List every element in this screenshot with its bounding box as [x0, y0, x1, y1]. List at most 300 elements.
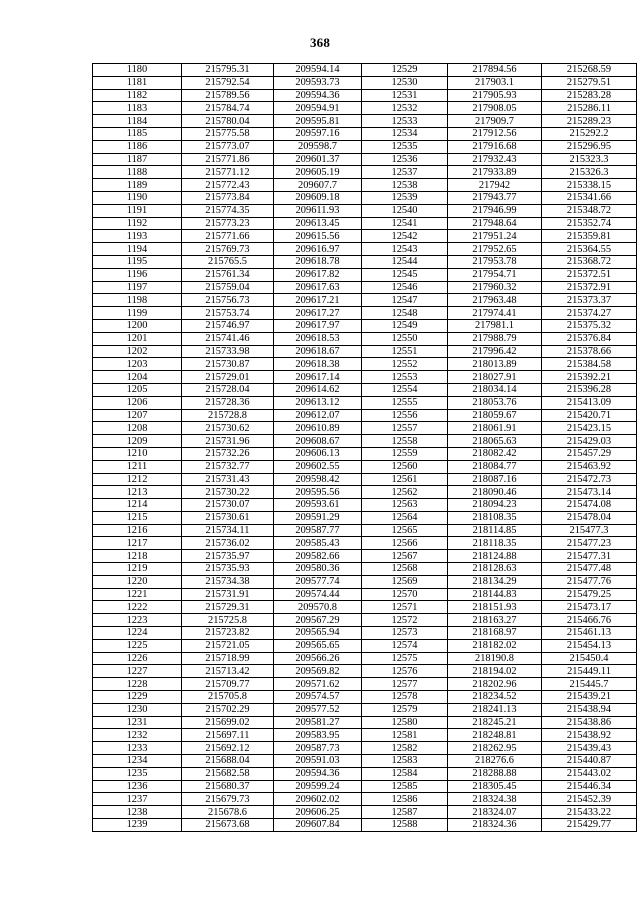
- y-coordinate-left-cell: 209587.77: [274, 524, 362, 537]
- table-row: [93, 243, 637, 256]
- y-coordinate-left-cell: 209607.84: [274, 819, 362, 832]
- point-id-left-cell: 1205: [93, 383, 182, 396]
- point-id-left-cell: 1238: [93, 806, 182, 819]
- y-coordinate-left-cell: 209602.55: [274, 460, 362, 473]
- y-coordinate-right-cell: 215433.22: [542, 806, 637, 819]
- x-coordinate-left-cell: 215733.98: [182, 345, 274, 358]
- table-row: [93, 729, 637, 742]
- point-id-right-cell: 12583: [362, 755, 448, 768]
- x-coordinate-left-cell: 215734.38: [182, 575, 274, 588]
- x-coordinate-right-cell: 218163.27: [448, 614, 542, 627]
- point-id-right-cell: 12531: [362, 89, 448, 102]
- point-id-left-cell: 1190: [93, 191, 182, 204]
- y-coordinate-right-cell: 215373.37: [542, 294, 637, 307]
- x-coordinate-right-cell: 218248.81: [448, 729, 542, 742]
- point-id-right-cell: 12562: [362, 486, 448, 499]
- table-row: [93, 422, 637, 435]
- point-id-left-cell: 1199: [93, 307, 182, 320]
- point-id-right-cell: 12534: [362, 127, 448, 140]
- point-id-right-cell: 12566: [362, 537, 448, 550]
- x-coordinate-left-cell: 215784.74: [182, 102, 274, 115]
- y-coordinate-right-cell: 215477.23: [542, 537, 637, 550]
- point-id-left-cell: 1194: [93, 243, 182, 256]
- point-id-right-cell: 12554: [362, 383, 448, 396]
- y-coordinate-right-cell: 215376.84: [542, 332, 637, 345]
- table-row: [93, 652, 637, 665]
- y-coordinate-left-cell: 209593.61: [274, 499, 362, 512]
- y-coordinate-right-cell: 215461.13: [542, 627, 637, 640]
- point-id-right-cell: 12579: [362, 703, 448, 716]
- point-id-left-cell: 1236: [93, 780, 182, 793]
- y-coordinate-right-cell: 215286.11: [542, 102, 637, 115]
- x-coordinate-left-cell: 215680.37: [182, 780, 274, 793]
- x-coordinate-left-cell: 215735.93: [182, 563, 274, 576]
- point-id-left-cell: 1189: [93, 179, 182, 192]
- table-row: [93, 127, 637, 140]
- point-id-left-cell: 1237: [93, 793, 182, 806]
- x-coordinate-left-cell: 215773.23: [182, 217, 274, 230]
- x-coordinate-left-cell: 215730.07: [182, 499, 274, 512]
- table-row: [93, 191, 637, 204]
- x-coordinate-left-cell: 215759.04: [182, 281, 274, 294]
- table-row: [93, 703, 637, 716]
- point-id-left-cell: 1221: [93, 588, 182, 601]
- y-coordinate-left-cell: 209605.19: [274, 166, 362, 179]
- x-coordinate-left-cell: 215713.42: [182, 665, 274, 678]
- point-id-left-cell: 1198: [93, 294, 182, 307]
- point-id-right-cell: 12539: [362, 191, 448, 204]
- y-coordinate-right-cell: 215323.3: [542, 153, 637, 166]
- table-row: [93, 524, 637, 537]
- table-row: [93, 396, 637, 409]
- y-coordinate-right-cell: 215429.03: [542, 435, 637, 448]
- table-row: [93, 678, 637, 691]
- y-coordinate-left-cell: 209618.38: [274, 358, 362, 371]
- x-coordinate-left-cell: 215723.82: [182, 627, 274, 640]
- point-id-right-cell: 12567: [362, 550, 448, 563]
- y-coordinate-left-cell: 209617.21: [274, 294, 362, 307]
- x-coordinate-right-cell: 218090.46: [448, 486, 542, 499]
- y-coordinate-left-cell: 209618.67: [274, 345, 362, 358]
- point-id-left-cell: 1192: [93, 217, 182, 230]
- x-coordinate-right-cell: 217908.05: [448, 102, 542, 115]
- x-coordinate-right-cell: 218118.35: [448, 537, 542, 550]
- y-coordinate-left-cell: 209601.37: [274, 153, 362, 166]
- point-id-left-cell: 1185: [93, 127, 182, 140]
- x-coordinate-right-cell: 218168.97: [448, 627, 542, 640]
- y-coordinate-left-cell: 209595.81: [274, 115, 362, 128]
- x-coordinate-right-cell: 217960.32: [448, 281, 542, 294]
- x-coordinate-right-cell: 218082.42: [448, 447, 542, 460]
- point-id-right-cell: 12550: [362, 332, 448, 345]
- y-coordinate-left-cell: 209616.97: [274, 243, 362, 256]
- x-coordinate-left-cell: 215775.58: [182, 127, 274, 140]
- x-coordinate-right-cell: 218084.77: [448, 460, 542, 473]
- x-coordinate-right-cell: 218305.45: [448, 780, 542, 793]
- y-coordinate-left-cell: 209618.78: [274, 255, 362, 268]
- x-coordinate-left-cell: 215756.73: [182, 294, 274, 307]
- x-coordinate-right-cell: 217974.41: [448, 307, 542, 320]
- point-id-right-cell: 12536: [362, 153, 448, 166]
- x-coordinate-right-cell: 217933.89: [448, 166, 542, 179]
- x-coordinate-right-cell: 218288.88: [448, 767, 542, 780]
- y-coordinate-left-cell: 209612.07: [274, 409, 362, 422]
- coordinates-table: [92, 63, 637, 832]
- point-id-right-cell: 12551: [362, 345, 448, 358]
- table-row: [93, 627, 637, 640]
- table-row: [93, 575, 637, 588]
- x-coordinate-left-cell: 215702.29: [182, 703, 274, 716]
- y-coordinate-right-cell: 215372.91: [542, 281, 637, 294]
- table-row: [93, 153, 637, 166]
- point-id-left-cell: 1231: [93, 716, 182, 729]
- x-coordinate-left-cell: 215741.46: [182, 332, 274, 345]
- y-coordinate-right-cell: 215472.73: [542, 473, 637, 486]
- x-coordinate-left-cell: 215736.02: [182, 537, 274, 550]
- y-coordinate-right-cell: 215439.43: [542, 742, 637, 755]
- y-coordinate-right-cell: 215372.51: [542, 268, 637, 281]
- y-coordinate-left-cell: 209574.44: [274, 588, 362, 601]
- x-coordinate-right-cell: 218087.16: [448, 473, 542, 486]
- point-id-right-cell: 12553: [362, 371, 448, 384]
- point-id-right-cell: 12557: [362, 422, 448, 435]
- y-coordinate-right-cell: 215375.32: [542, 319, 637, 332]
- point-id-right-cell: 12584: [362, 767, 448, 780]
- y-coordinate-right-cell: 215454.13: [542, 639, 637, 652]
- x-coordinate-right-cell: 218234.52: [448, 691, 542, 704]
- point-id-right-cell: 12582: [362, 742, 448, 755]
- x-coordinate-right-cell: 217996.42: [448, 345, 542, 358]
- point-id-right-cell: 12580: [362, 716, 448, 729]
- point-id-left-cell: 1234: [93, 755, 182, 768]
- x-coordinate-left-cell: 215682.58: [182, 767, 274, 780]
- x-coordinate-left-cell: 215725.8: [182, 614, 274, 627]
- x-coordinate-left-cell: 215731.43: [182, 473, 274, 486]
- table-row: [93, 499, 637, 512]
- y-coordinate-left-cell: 209570.8: [274, 601, 362, 614]
- point-id-right-cell: 12543: [362, 243, 448, 256]
- point-id-right-cell: 12572: [362, 614, 448, 627]
- y-coordinate-right-cell: 215326.3: [542, 166, 637, 179]
- y-coordinate-right-cell: 215364.55: [542, 243, 637, 256]
- x-coordinate-right-cell: 217942: [448, 179, 542, 192]
- x-coordinate-left-cell: 215697.11: [182, 729, 274, 742]
- point-id-left-cell: 1182: [93, 89, 182, 102]
- x-coordinate-right-cell: 217943.77: [448, 191, 542, 204]
- point-id-left-cell: 1235: [93, 767, 182, 780]
- point-id-right-cell: 12558: [362, 435, 448, 448]
- x-coordinate-left-cell: 215730.87: [182, 358, 274, 371]
- y-coordinate-right-cell: 215443.02: [542, 767, 637, 780]
- point-id-left-cell: 1210: [93, 447, 182, 460]
- y-coordinate-right-cell: 215341.66: [542, 191, 637, 204]
- table-row: [93, 639, 637, 652]
- x-coordinate-left-cell: 215730.62: [182, 422, 274, 435]
- x-coordinate-right-cell: 217951.24: [448, 230, 542, 243]
- point-id-left-cell: 1229: [93, 691, 182, 704]
- point-id-left-cell: 1180: [93, 64, 182, 77]
- point-id-left-cell: 1223: [93, 614, 182, 627]
- y-coordinate-left-cell: 209594.14: [274, 64, 362, 77]
- point-id-right-cell: 12555: [362, 396, 448, 409]
- x-coordinate-right-cell: 217916.68: [448, 140, 542, 153]
- x-coordinate-left-cell: 215769.73: [182, 243, 274, 256]
- x-coordinate-right-cell: 218262.95: [448, 742, 542, 755]
- table-row: [93, 204, 637, 217]
- table-row: [93, 230, 637, 243]
- table-row: [93, 563, 637, 576]
- point-id-left-cell: 1214: [93, 499, 182, 512]
- y-coordinate-left-cell: 209581.27: [274, 716, 362, 729]
- x-coordinate-left-cell: 215771.12: [182, 166, 274, 179]
- y-coordinate-right-cell: 215338.15: [542, 179, 637, 192]
- y-coordinate-right-cell: 215473.14: [542, 486, 637, 499]
- point-id-right-cell: 12565: [362, 524, 448, 537]
- x-coordinate-right-cell: 217981.1: [448, 319, 542, 332]
- point-id-right-cell: 12546: [362, 281, 448, 294]
- table-row: [93, 102, 637, 115]
- x-coordinate-left-cell: 215673.68: [182, 819, 274, 832]
- y-coordinate-left-cell: 209583.95: [274, 729, 362, 742]
- point-id-right-cell: 12537: [362, 166, 448, 179]
- x-coordinate-left-cell: 215780.04: [182, 115, 274, 128]
- x-coordinate-right-cell: 217912.56: [448, 127, 542, 140]
- y-coordinate-right-cell: 215438.86: [542, 716, 637, 729]
- y-coordinate-left-cell: 209582.66: [274, 550, 362, 563]
- x-coordinate-right-cell: 217953.78: [448, 255, 542, 268]
- x-coordinate-left-cell: 215730.61: [182, 511, 274, 524]
- y-coordinate-left-cell: 209617.82: [274, 268, 362, 281]
- x-coordinate-left-cell: 215772.43: [182, 179, 274, 192]
- y-coordinate-left-cell: 209567.29: [274, 614, 362, 627]
- table-row: [93, 358, 637, 371]
- x-coordinate-left-cell: 215718.99: [182, 652, 274, 665]
- y-coordinate-left-cell: 209606.25: [274, 806, 362, 819]
- table-row: [93, 819, 637, 832]
- y-coordinate-left-cell: 209608.67: [274, 435, 362, 448]
- point-id-left-cell: 1204: [93, 371, 182, 384]
- x-coordinate-right-cell: 218034.14: [448, 383, 542, 396]
- x-coordinate-left-cell: 215692.12: [182, 742, 274, 755]
- table-row: [93, 409, 637, 422]
- point-id-right-cell: 12560: [362, 460, 448, 473]
- x-coordinate-left-cell: 215729.01: [182, 371, 274, 384]
- x-coordinate-left-cell: 215728.8: [182, 409, 274, 422]
- point-id-left-cell: 1217: [93, 537, 182, 550]
- table-row: [93, 383, 637, 396]
- y-coordinate-left-cell: 209594.36: [274, 89, 362, 102]
- point-id-right-cell: 12556: [362, 409, 448, 422]
- point-id-left-cell: 1211: [93, 460, 182, 473]
- point-id-right-cell: 12541: [362, 217, 448, 230]
- point-id-left-cell: 1233: [93, 742, 182, 755]
- x-coordinate-right-cell: 218124.88: [448, 550, 542, 563]
- point-id-left-cell: 1230: [93, 703, 182, 716]
- y-coordinate-right-cell: 215477.76: [542, 575, 637, 588]
- table-row: [93, 716, 637, 729]
- x-coordinate-left-cell: 215765.5: [182, 255, 274, 268]
- x-coordinate-left-cell: 215761.34: [182, 268, 274, 281]
- y-coordinate-right-cell: 215438.94: [542, 703, 637, 716]
- x-coordinate-right-cell: 218276.6: [448, 755, 542, 768]
- x-coordinate-left-cell: 215771.86: [182, 153, 274, 166]
- y-coordinate-right-cell: 215374.27: [542, 307, 637, 320]
- x-coordinate-right-cell: 218324.38: [448, 793, 542, 806]
- x-coordinate-right-cell: 217932.43: [448, 153, 542, 166]
- table-row: [93, 345, 637, 358]
- y-coordinate-right-cell: 215445.7: [542, 678, 637, 691]
- table-row: [93, 601, 637, 614]
- point-id-left-cell: 1181: [93, 76, 182, 89]
- x-coordinate-right-cell: 218061.91: [448, 422, 542, 435]
- point-id-left-cell: 1232: [93, 729, 182, 742]
- table-row: [93, 281, 637, 294]
- y-coordinate-left-cell: 209580.36: [274, 563, 362, 576]
- x-coordinate-left-cell: 215679.73: [182, 793, 274, 806]
- y-coordinate-left-cell: 209598.42: [274, 473, 362, 486]
- point-id-right-cell: 12538: [362, 179, 448, 192]
- x-coordinate-left-cell: 215731.96: [182, 435, 274, 448]
- point-id-left-cell: 1196: [93, 268, 182, 281]
- x-coordinate-right-cell: 218053.76: [448, 396, 542, 409]
- y-coordinate-right-cell: 215268.59: [542, 64, 637, 77]
- x-coordinate-right-cell: 217954.71: [448, 268, 542, 281]
- x-coordinate-right-cell: 217988.79: [448, 332, 542, 345]
- point-id-left-cell: 1202: [93, 345, 182, 358]
- y-coordinate-left-cell: 209595.56: [274, 486, 362, 499]
- point-id-right-cell: 12576: [362, 665, 448, 678]
- y-coordinate-left-cell: 209585.43: [274, 537, 362, 550]
- y-coordinate-left-cell: 209614.62: [274, 383, 362, 396]
- point-id-right-cell: 12585: [362, 780, 448, 793]
- y-coordinate-left-cell: 209594.91: [274, 102, 362, 115]
- point-id-left-cell: 1195: [93, 255, 182, 268]
- y-coordinate-left-cell: 209617.97: [274, 319, 362, 332]
- point-id-right-cell: 12529: [362, 64, 448, 77]
- table-row: [93, 435, 637, 448]
- table-row: [93, 217, 637, 230]
- x-coordinate-right-cell: 218151.93: [448, 601, 542, 614]
- table-row: [93, 588, 637, 601]
- y-coordinate-left-cell: 209609.18: [274, 191, 362, 204]
- y-coordinate-left-cell: 209577.52: [274, 703, 362, 716]
- page-number: 368: [309, 35, 331, 50]
- point-id-left-cell: 1222: [93, 601, 182, 614]
- point-id-left-cell: 1184: [93, 115, 182, 128]
- y-coordinate-left-cell: 209617.14: [274, 371, 362, 384]
- y-coordinate-left-cell: 209565.94: [274, 627, 362, 640]
- table-row: [93, 447, 637, 460]
- x-coordinate-right-cell: 218027.91: [448, 371, 542, 384]
- y-coordinate-left-cell: 209598.7: [274, 140, 362, 153]
- x-coordinate-left-cell: 215732.26: [182, 447, 274, 460]
- y-coordinate-left-cell: 209607.7: [274, 179, 362, 192]
- table-row: [93, 614, 637, 627]
- y-coordinate-right-cell: 215478.04: [542, 511, 637, 524]
- table-row: [93, 767, 637, 780]
- y-coordinate-left-cell: 209617.63: [274, 281, 362, 294]
- table-row: [93, 793, 637, 806]
- y-coordinate-left-cell: 209610.89: [274, 422, 362, 435]
- table-row: [93, 691, 637, 704]
- y-coordinate-left-cell: 209591.29: [274, 511, 362, 524]
- y-coordinate-right-cell: 215446.34: [542, 780, 637, 793]
- x-coordinate-right-cell: 218094.23: [448, 499, 542, 512]
- y-coordinate-left-cell: 209587.73: [274, 742, 362, 755]
- point-id-right-cell: 12547: [362, 294, 448, 307]
- y-coordinate-right-cell: 215474.08: [542, 499, 637, 512]
- x-coordinate-left-cell: 215721.05: [182, 639, 274, 652]
- y-coordinate-left-cell: 209566.26: [274, 652, 362, 665]
- table-row: [93, 140, 637, 153]
- y-coordinate-right-cell: 215477.3: [542, 524, 637, 537]
- point-id-right-cell: 12549: [362, 319, 448, 332]
- table-row: [93, 76, 637, 89]
- x-coordinate-right-cell: 218241.13: [448, 703, 542, 716]
- point-id-left-cell: 1209: [93, 435, 182, 448]
- y-coordinate-left-cell: 209602.02: [274, 793, 362, 806]
- y-coordinate-right-cell: 215352.74: [542, 217, 637, 230]
- table-row: [93, 294, 637, 307]
- x-coordinate-right-cell: 218202.96: [448, 678, 542, 691]
- point-id-right-cell: 12542: [362, 230, 448, 243]
- x-coordinate-left-cell: 215792.54: [182, 76, 274, 89]
- y-coordinate-right-cell: 215378.66: [542, 345, 637, 358]
- y-coordinate-right-cell: 215477.48: [542, 563, 637, 576]
- point-id-left-cell: 1225: [93, 639, 182, 652]
- y-coordinate-right-cell: 215473.17: [542, 601, 637, 614]
- point-id-left-cell: 1215: [93, 511, 182, 524]
- x-coordinate-right-cell: 217946.99: [448, 204, 542, 217]
- point-id-right-cell: 12568: [362, 563, 448, 576]
- table-row: [93, 486, 637, 499]
- x-coordinate-right-cell: 217909.7: [448, 115, 542, 128]
- point-id-left-cell: 1218: [93, 550, 182, 563]
- point-id-right-cell: 12581: [362, 729, 448, 742]
- point-id-right-cell: 12548: [362, 307, 448, 320]
- point-id-left-cell: 1219: [93, 563, 182, 576]
- y-coordinate-left-cell: 209574.57: [274, 691, 362, 704]
- x-coordinate-left-cell: 215728.36: [182, 396, 274, 409]
- x-coordinate-left-cell: 215773.84: [182, 191, 274, 204]
- table-row: [93, 780, 637, 793]
- y-coordinate-right-cell: 215479.25: [542, 588, 637, 601]
- y-coordinate-left-cell: 209599.24: [274, 780, 362, 793]
- point-id-right-cell: 12545: [362, 268, 448, 281]
- x-coordinate-left-cell: 215678.6: [182, 806, 274, 819]
- table-row: [93, 537, 637, 550]
- y-coordinate-left-cell: 209617.27: [274, 307, 362, 320]
- point-id-right-cell: 12587: [362, 806, 448, 819]
- x-coordinate-right-cell: 218144.83: [448, 588, 542, 601]
- point-id-right-cell: 12588: [362, 819, 448, 832]
- y-coordinate-right-cell: 215283.28: [542, 89, 637, 102]
- y-coordinate-right-cell: 215359.81: [542, 230, 637, 243]
- point-id-right-cell: 12533: [362, 115, 448, 128]
- y-coordinate-right-cell: 215368.72: [542, 255, 637, 268]
- point-id-right-cell: 12532: [362, 102, 448, 115]
- table-row: [93, 89, 637, 102]
- table-row: [93, 166, 637, 179]
- x-coordinate-left-cell: 215688.04: [182, 755, 274, 768]
- table-row: [93, 460, 637, 473]
- point-id-right-cell: 12564: [362, 511, 448, 524]
- y-coordinate-right-cell: 215466.76: [542, 614, 637, 627]
- y-coordinate-right-cell: 215438.92: [542, 729, 637, 742]
- point-id-left-cell: 1226: [93, 652, 182, 665]
- point-id-right-cell: 12535: [362, 140, 448, 153]
- point-id-right-cell: 12578: [362, 691, 448, 704]
